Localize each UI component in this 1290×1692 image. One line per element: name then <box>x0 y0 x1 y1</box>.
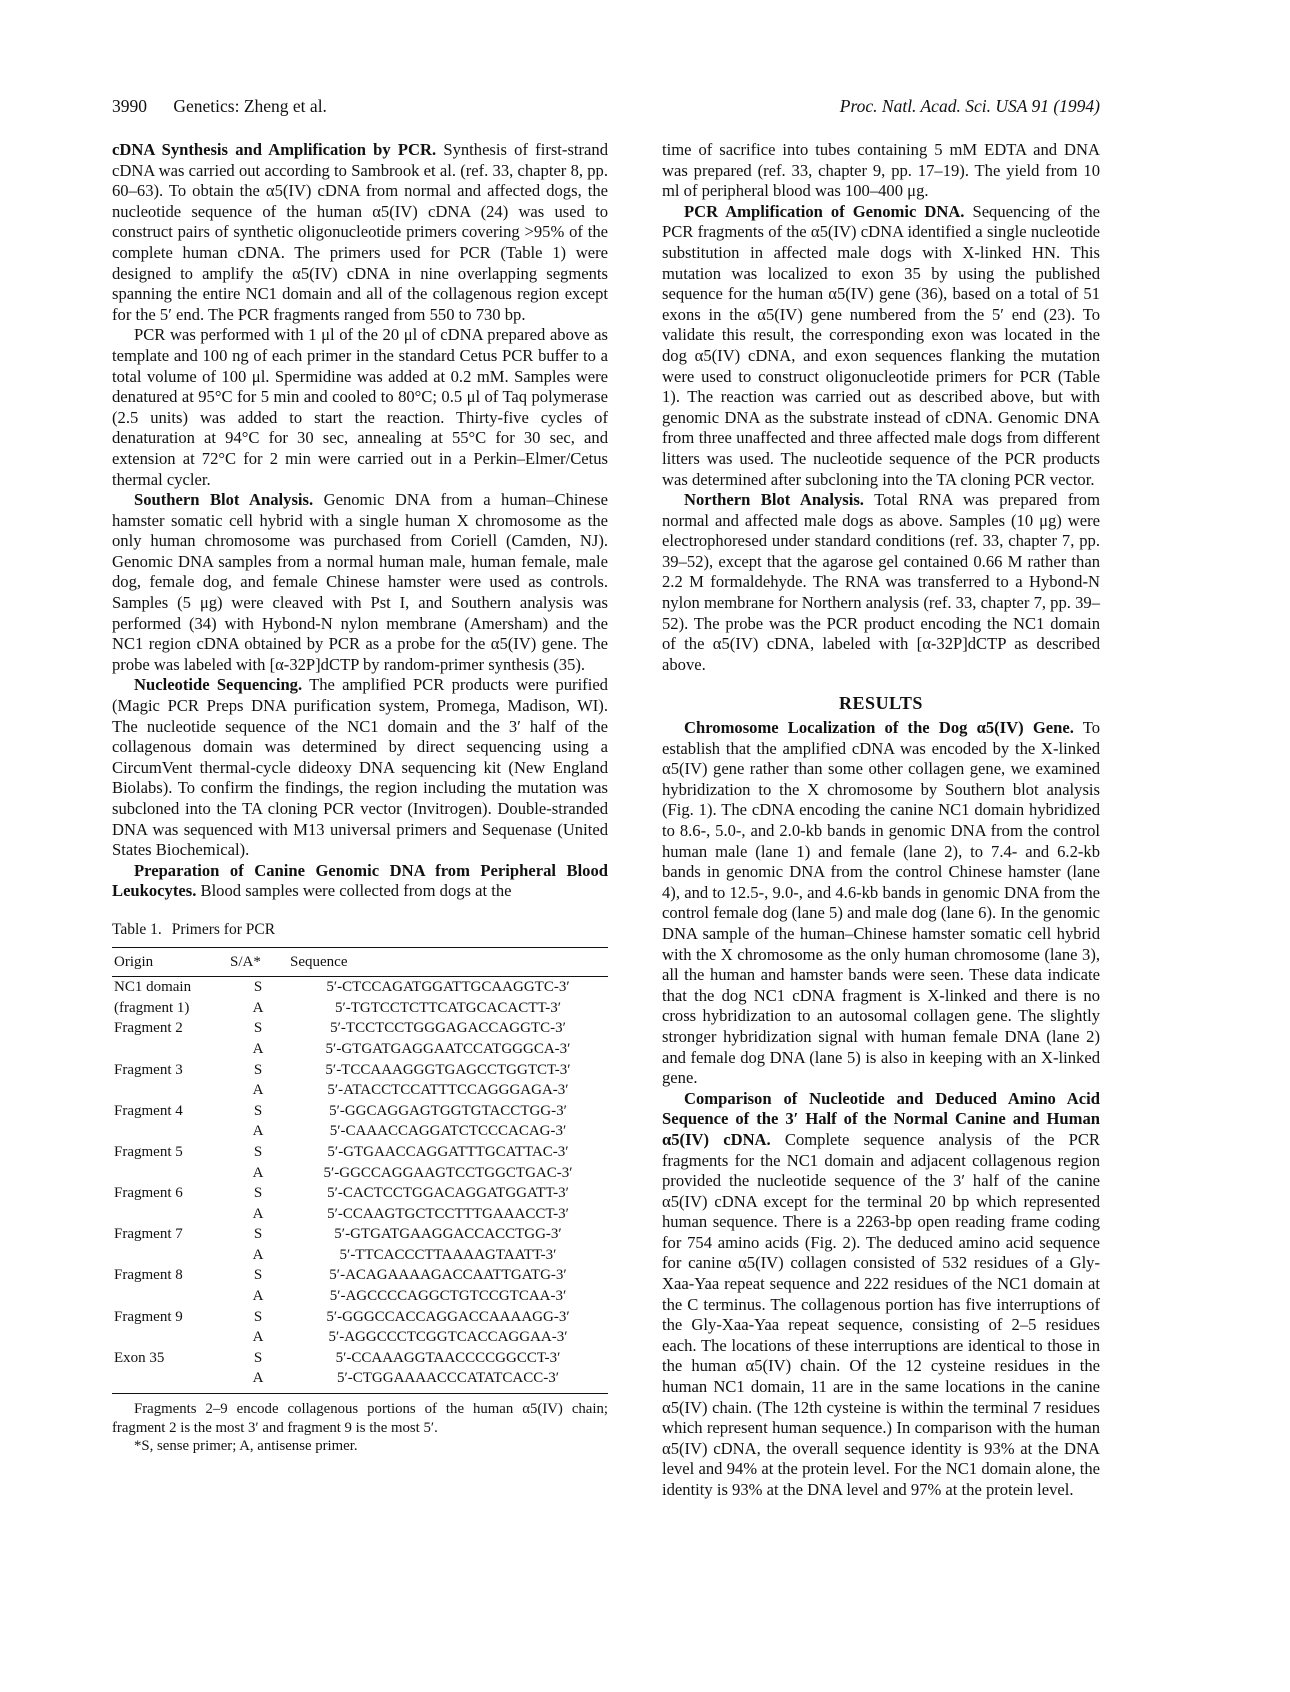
cell-origin: Fragment 5 <box>114 1143 183 1160</box>
paragraph-genomic-pcr <box>662 202 1100 490</box>
cell-sa: S <box>253 1102 263 1119</box>
cell-origin: Fragment 9 <box>114 1308 183 1325</box>
cell-sa: A <box>252 1040 264 1057</box>
cell-sequence: 5′-ACAGAAAAGACCAATTGATG-3′ <box>329 1267 567 1284</box>
cell-origin <box>112 1286 228 1307</box>
cell-sequence: 5′-CTCCAGATGGATTGCAAGGTC-3′ <box>326 979 570 996</box>
paragraph-text: Total RNA was prepared from normal and affected male dogs as above. Samples (10 μg) were electrophoresed under standard conditions (ref. 33, chapter 7, pp. 39–52), except that the agarose gel contained 0.66 M rather than 2.2 M formaldehyde. The RNA was transferred to a Hybond-N nylon membrane for Northern analysis (ref. 33, chapter 7, pp. 39–52). The probe was the PCR product encoding the NC1 domain of the α5(IV) cDNA, labeled with [α-32P]dCTP as described above. <box>662 490 1100 674</box>
table-caption <box>112 920 608 941</box>
running-title: Genetics: Zheng et al. <box>173 96 327 116</box>
cell-sa: S <box>253 1349 263 1366</box>
header-left <box>112 96 327 117</box>
table-title: Primers for PCR <box>171 920 276 938</box>
cell-sa: S <box>253 1226 263 1243</box>
run-in-heading: Chromosome Localization of the Dog α5(IV) Gene. <box>684 718 1074 738</box>
table-row <box>112 1039 608 1060</box>
table-row <box>112 1018 608 1039</box>
cell-origin: Fragment 2 <box>114 1020 183 1037</box>
cell-origin <box>112 1121 228 1142</box>
table-row <box>112 1060 608 1081</box>
cell-origin <box>112 1204 228 1225</box>
paragraph-sequence-comparison <box>662 1089 1100 1501</box>
paragraph-text: Sequencing of the PCR fragments of the α5(IV) cDNA identified a single nucleotide substitution in affected male dogs with X-linked HN. This mutation was localized to exon 35 by using the published sequence for the human α5(IV) gene (36), based on a total of 51 exons in the α5(IV) gene numbered from the 5′ end (23). To validate this result, the corresponding exon was located in the dog α5(IV) cDNA, and exon sequences flanking the mutation were used to construct oligonucleotide primers for PCR (Table 1). The reaction was carried out as described above, but with genomic DNA as the substrate instead of cDNA. Genomic DNA from three unaffected and three affected male dogs from different litters was used. The nucleotide sequence of the PCR products was determined after subcloning into the TA cloning PCR vector. <box>662 201 1100 489</box>
table-row <box>112 1307 608 1328</box>
cell-sa: A <box>252 1205 264 1222</box>
cell-sequence: 5′-TGTCCTCTTCATGCACACTT-3′ <box>334 999 561 1016</box>
cell-sa: A <box>252 999 264 1016</box>
right-column <box>662 140 1100 1501</box>
cell-sequence: 5′-ATACCTCCATTTCCAGGGAGA-3′ <box>327 1082 569 1099</box>
cell-sequence: 5′-GGGCCACCAGGACCAAAAGG-3′ <box>326 1308 570 1325</box>
cell-sa: S <box>253 1185 263 1202</box>
column-header-sequence: Sequence <box>288 947 608 977</box>
cell-sequence: 5′-GTGAACCAGGATTTGCATTAC-3′ <box>327 1143 569 1160</box>
cell-sa: A <box>252 1288 264 1305</box>
table-row <box>112 1163 608 1184</box>
table-row <box>112 1101 608 1122</box>
table-row <box>112 1348 608 1369</box>
cell-origin <box>112 1245 228 1266</box>
paragraph-chromosome-localization <box>662 718 1100 1089</box>
cell-sa: A <box>252 1082 264 1099</box>
table-row <box>112 1142 608 1163</box>
cell-sequence: 5′-CACTCCTGGACAGGATGGATT-3′ <box>327 1185 569 1202</box>
paragraph-northern-blot <box>662 490 1100 675</box>
table-row <box>112 1080 608 1101</box>
cell-origin <box>112 1368 228 1393</box>
cell-sequence: 5′-CCAAGTGCTCCTTTGAAACCT-3′ <box>327 1205 569 1222</box>
cell-sequence: 5′-TCCAAAGGGTGAGCCTGGTCT-3′ <box>325 1061 571 1078</box>
run-in-heading: Southern Blot Analysis. <box>134 490 314 510</box>
table-row <box>112 1368 608 1393</box>
cell-sequence: 5′-GGCCAGGAAGTCCTGGCTGAC-3′ <box>323 1164 573 1181</box>
paragraph-text: Genomic DNA from a human–Chinese hamster somatic cell hybrid with a single human X chromosome as the only human chromosome was purchased from Coriell (Camden, NJ). Genomic DNA samples from a normal human male, human female, male dog, female dog, and female Chinese hamster were used as controls. Samples (5 μg) were cleaved with Pst I, and Southern analysis was performed (34) with Hybond-N nylon membrane (Amersham) and the NC1 region cDNA obtained by PCR as a probe for the α5(IV) gene. The probe was labeled with [α-32P]dCTP by random-primer synthesis (35). <box>112 490 608 674</box>
cell-origin <box>112 1163 228 1184</box>
cell-origin <box>112 1039 228 1060</box>
table-row <box>112 1245 608 1266</box>
cell-sequence: 5′-AGGCCCTCGGTCACCAGGAA-3′ <box>328 1329 568 1346</box>
cell-sequence: 5′-TTCACCCTTAAAAGTAATT-3′ <box>339 1246 557 1263</box>
table-row <box>112 1183 608 1204</box>
table-row <box>112 1224 608 1245</box>
table-label: Table 1. <box>112 920 162 938</box>
table-row <box>112 1286 608 1307</box>
cell-sequence: 5′-CTGGAAAACCCATATCACC-3′ <box>288 1368 608 1393</box>
run-in-heading: Northern Blot Analysis. <box>684 490 864 510</box>
journal-citation: Proc. Natl. Acad. Sci. USA 91 (1994) <box>839 96 1100 116</box>
cell-origin <box>112 1080 228 1101</box>
cell-sa: S <box>253 1143 263 1160</box>
paragraph-genomic-dna-prep <box>112 861 608 902</box>
left-column <box>112 140 608 1456</box>
cell-origin: Fragment 7 <box>114 1226 183 1243</box>
run-in-heading: Preparation of Canine Genomic DNA from Peripheral Blood Leukocytes. <box>112 860 608 901</box>
table-row <box>112 1204 608 1225</box>
table-row <box>112 1121 608 1142</box>
cell-origin: Fragment 6 <box>114 1185 183 1202</box>
cell-origin: Fragment 3 <box>114 1061 183 1078</box>
paragraph-blood-collection-cont: time of sacrifice into tubes containing 5 mM EDTA and DNA was prepared (ref. 33, chapter 9, pp. 17–19). The yield from 10 ml of peripheral blood was 100–400 μg. <box>662 140 1100 201</box>
page-header <box>112 96 1100 122</box>
cell-origin: Fragment 4 <box>114 1102 183 1119</box>
cell-sequence: 5′-CCAAAGGTAACCCCGGCCT-3′ <box>335 1349 561 1366</box>
cell-sequence: 5′-TCCTCCTGGGAGACCAGGTC-3′ <box>330 1020 566 1037</box>
paragraph-text: Synthesis of first-strand cDNA was carried out according to Sambrook et al. (ref. 33, chapter 8, pp. 60–63). To obtain the α5(IV) cDNA from normal and affected dogs, the nucleotide sequence of the human α5(IV) cDNA (24) was used to construct pairs of synthetic oligonucleotide primers covering >95% of the complete human cDNA. The primers used for PCR (Table 1) were designed to amplify the α5(IV) cDNA in nine overlapping segments spanning the entire NC1 domain and all of the collagenous region except for the 5′ end. The PCR fragments ranged from 550 to 730 bp. <box>112 140 608 324</box>
page-number: 3990 <box>112 96 147 116</box>
cell-origin: (fragment 1) <box>114 999 190 1016</box>
cell-sa: A <box>252 1246 264 1263</box>
cell-sa: A <box>252 1123 264 1140</box>
primers-table <box>112 947 608 1394</box>
cell-origin: Fragment 8 <box>114 1267 183 1284</box>
cell-sa: A <box>228 1368 288 1393</box>
paragraph-pcr-conditions: PCR was performed with 1 μl of the 20 μl of cDNA prepared above as template and 100 ng of each primer in the standard Cetus PCR buffer to a total volume of 100 μl. Spermidine was added at 0.2 mM. Samples were denatured at 95°C for 5 min and cooled to 80°C; 0.5 μl of Taq polymerase (2.5 units) was added to start the reaction. Thirty-five cycles of denaturation at 94°C for 30 sec, annealing at 55°C for 30 sec, and extension at 72°C for 2 min were carried out in a Perkin–Elmer/Cetus thermal cycler. <box>112 325 608 489</box>
cell-origin <box>112 1327 228 1348</box>
run-in-heading: Comparison of Nucleotide and Deduced Amino Acid Sequence of the 3′ Half of the Normal Canine and Human α5(IV) cDNA. <box>662 1088 1100 1149</box>
cell-sequence: 5′-AGCCCCAGGCTGTCCGTCAA-3′ <box>329 1288 567 1305</box>
cell-origin: NC1 domain <box>114 979 192 996</box>
column-header-sa: S/A* <box>228 947 288 977</box>
table-row <box>112 998 608 1019</box>
cell-sequence: 5′-GTGATGAAGGACCACCTGG-3′ <box>334 1226 562 1243</box>
cell-sequence: 5′-GTGATGAGGAATCCATGGGCA-3′ <box>325 1040 571 1057</box>
run-in-heading: Nucleotide Sequencing. <box>134 675 303 695</box>
run-in-heading: cDNA Synthesis and Amplification by PCR. <box>112 140 437 159</box>
column-header-origin: Origin <box>112 947 228 977</box>
table-row <box>112 977 608 998</box>
table-row <box>112 1265 608 1286</box>
cell-sequence: 5′-CAAACCAGGATCTCCCACAG-3′ <box>329 1123 567 1140</box>
cell-sa: S <box>253 1061 263 1078</box>
table-footnotes <box>112 1400 608 1456</box>
table-footnote: Fragments 2–9 encode collagenous portions of the human α5(IV) chain; fragment 2 is the most 3′ and fragment 9 is the most 5′. <box>112 1401 608 1436</box>
section-heading-results: RESULTS <box>839 693 923 714</box>
cell-sequence: 5′-GGCAGGAGTGGTGTACCTGG-3′ <box>329 1102 567 1119</box>
cell-origin: Exon 35 <box>114 1349 165 1366</box>
cell-sa: S <box>253 1267 263 1284</box>
paragraph-text: Blood samples were collected from dogs at the <box>196 881 512 901</box>
paragraph-sequencing <box>112 675 608 860</box>
run-in-heading: PCR Amplification of Genomic DNA. <box>684 201 965 221</box>
table-row <box>112 1327 608 1348</box>
paragraph-text: Complete sequence analysis of the PCR fragments for the NC1 domain and adjacent collagenous region provided the nucleotide sequence of the 3′ half of the canine α5(IV) cDNA except for the terminal 20 bp which represented human sequence. There is a 2263-bp open reading frame coding for 754 amino acids (Fig. 2). The deduced amino acid sequence for canine α5(IV) collagen consisted of 532 residues of a Gly-Xaa-Yaa repeat sequence and 222 residues of the NC1 domain at the C terminus. The collagenous portion has five interruptions of the Gly-Xaa-Yaa repeat sequence, consisting of 2–5 residues each. The locations of these interruptions are identical to those in the human α5(IV) chain. Of the 12 cysteine residues in the human NC1 domain, 11 are in the same locations in the canine α5(IV) chain. (The 12th cysteine is within the terminal 7 residues which represent human sequence.) In comparison with the human α5(IV) cDNA, the overall sequence identity is 93% at the DNA level and 94% at the protein level. For the NC1 domain alone, the identity is 93% at the DNA level and 97% at the protein level. <box>662 1129 1101 1499</box>
table-footnote-primer-key: *S, sense primer; A, antisense primer. <box>134 1438 358 1455</box>
cell-sa: A <box>252 1164 264 1181</box>
table-header-row <box>112 947 608 977</box>
cell-sa: S <box>253 979 263 996</box>
paragraph-text: To establish that the amplified cDNA was encoded by the X-linked α5(IV) gene rather than some other collagen gene, we examined hybridization to the X chromosome by Southern blot analysis (Fig. 1). The cDNA encoding the canine NC1 domain hybridized to 8.6-, 5.0-, and 2.0-kb bands in genomic DNA from the control human male (lane 1) and female (lane 2), to 7.4- and 6.2-kb bands in genomic DNA from the control Chinese hamster (lane 4), and to 12.5-, 9.0-, and 4.6-kb bands in genomic DNA from the control female dog (lane 5) and male dog (lane 6). In the genomic DNA sample of the human–Chinese hamster somatic cell hybrid with the X chromosome as the only human chromosome (lane 3), all the human and hamster bands were seen. These data indicate that the dog NC1 cDNA fragment is X-linked and there is no cross hybridization to an autosomal collagen gene. The slightly stronger hybridization signal with human female DNA (lane 2) and female dog DNA (lane 5) is also in keeping with an X-linked gene. <box>662 718 1100 1088</box>
paragraph-text: The amplified PCR products were purified (Magic PCR Preps DNA purification system, Promega, Madison, WI). The nucleotide sequence of the NC1 domain and the 3′ half of the collagenous domain was determined by direct sequencing using a CircumVent thermal-cycle dideoxy DNA sequencing kit (New England Biolabs). To confirm the findings, the region including the mutation was subcloned into the TA cloning PCR vector (Invitrogen). Double-stranded DNA was sequenced with M13 universal primers and Sequenase (United States Biochemical). <box>112 675 608 860</box>
cell-sa: S <box>253 1020 263 1037</box>
cell-sa: A <box>252 1329 264 1346</box>
cell-sa: S <box>253 1308 263 1325</box>
paragraph-cdna-synthesis <box>112 140 608 325</box>
paragraph-southern-blot <box>112 490 608 675</box>
